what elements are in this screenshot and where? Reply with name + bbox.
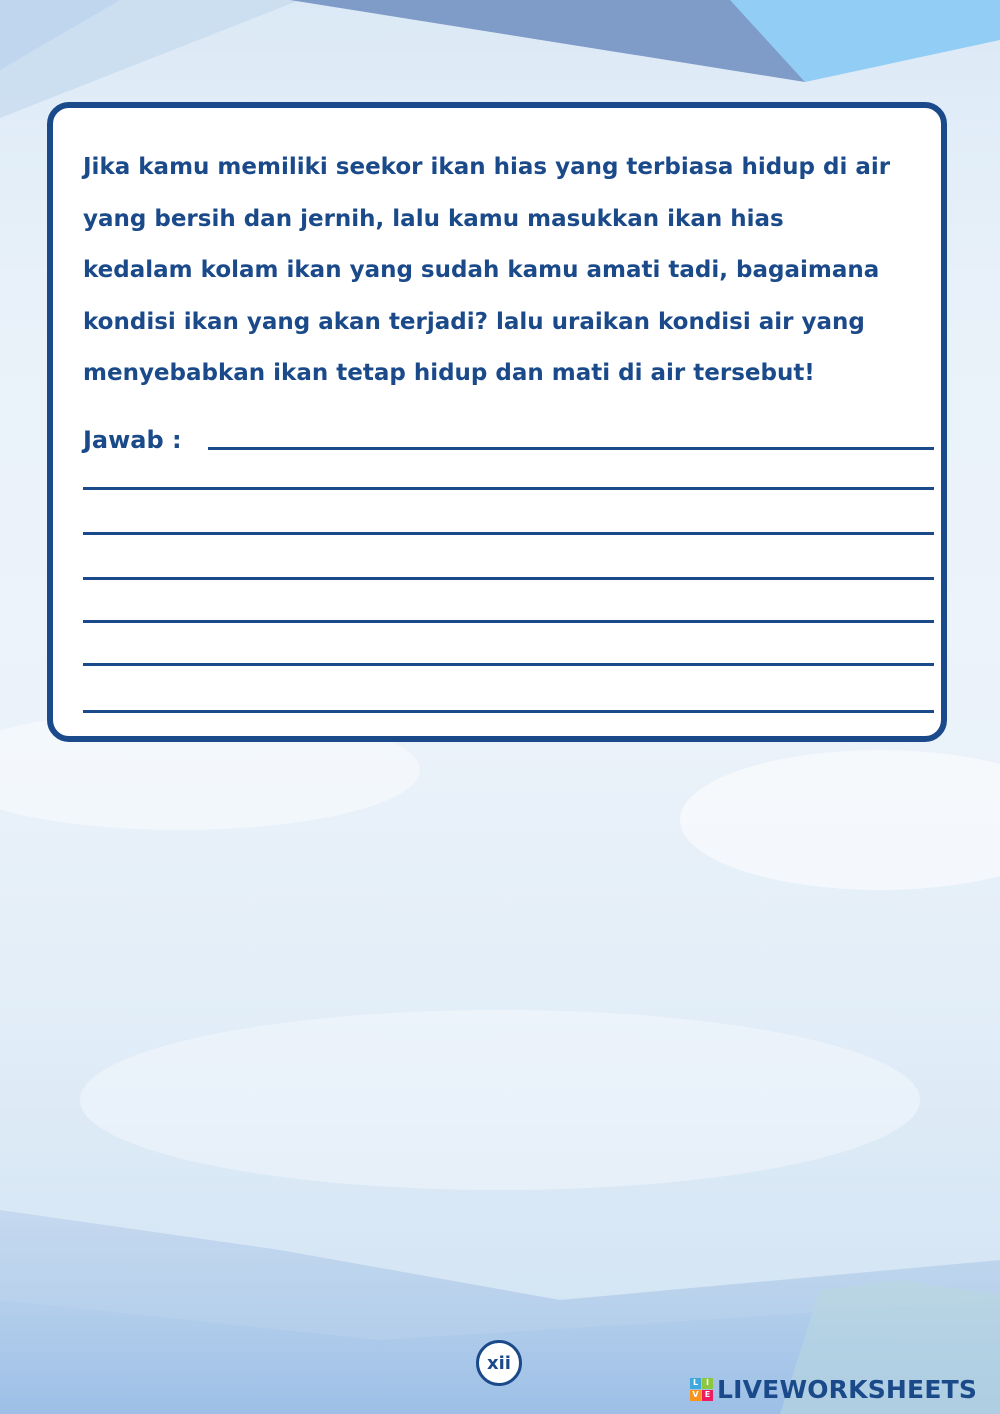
- answer-line[interactable]: [83, 620, 934, 623]
- answer-line[interactable]: [83, 577, 934, 580]
- question-line: kedalam kolam ikan yang sudah kamu amati tadi, bagaimana: [83, 257, 880, 283]
- page-number: xii: [476, 1340, 522, 1386]
- answer-line[interactable]: [83, 710, 934, 713]
- answer-line[interactable]: [83, 487, 934, 490]
- answer-line[interactable]: [208, 447, 934, 450]
- answer-line[interactable]: [83, 532, 934, 535]
- liveworksheets-logo-icon: [690, 1378, 713, 1401]
- question-text: [83, 142, 933, 400]
- brand-name: LIVEWORKSHEETS: [717, 1374, 978, 1404]
- logo-letter: E: [702, 1390, 713, 1401]
- logo-letter: V: [690, 1390, 701, 1401]
- question-line: Jika kamu memiliki seekor ikan hias yang terbiasa hidup di air: [83, 154, 891, 180]
- answer-line[interactable]: [83, 663, 934, 666]
- brand-watermark[interactable]: [690, 1372, 977, 1406]
- logo-letter: L: [690, 1378, 701, 1389]
- question-line: kondisi ikan yang akan terjadi? lalu uraikan kondisi air yang: [83, 308, 865, 335]
- question-line: menyebabkan ikan tetap hidup dan mati di air tersebut!: [83, 360, 815, 386]
- logo-letter: I: [702, 1378, 713, 1389]
- question-card: [47, 102, 947, 742]
- answer-label: Jawab :: [83, 426, 182, 454]
- question-line: yang bersih dan jernih, lalu kamu masukkan ikan hias: [83, 205, 784, 232]
